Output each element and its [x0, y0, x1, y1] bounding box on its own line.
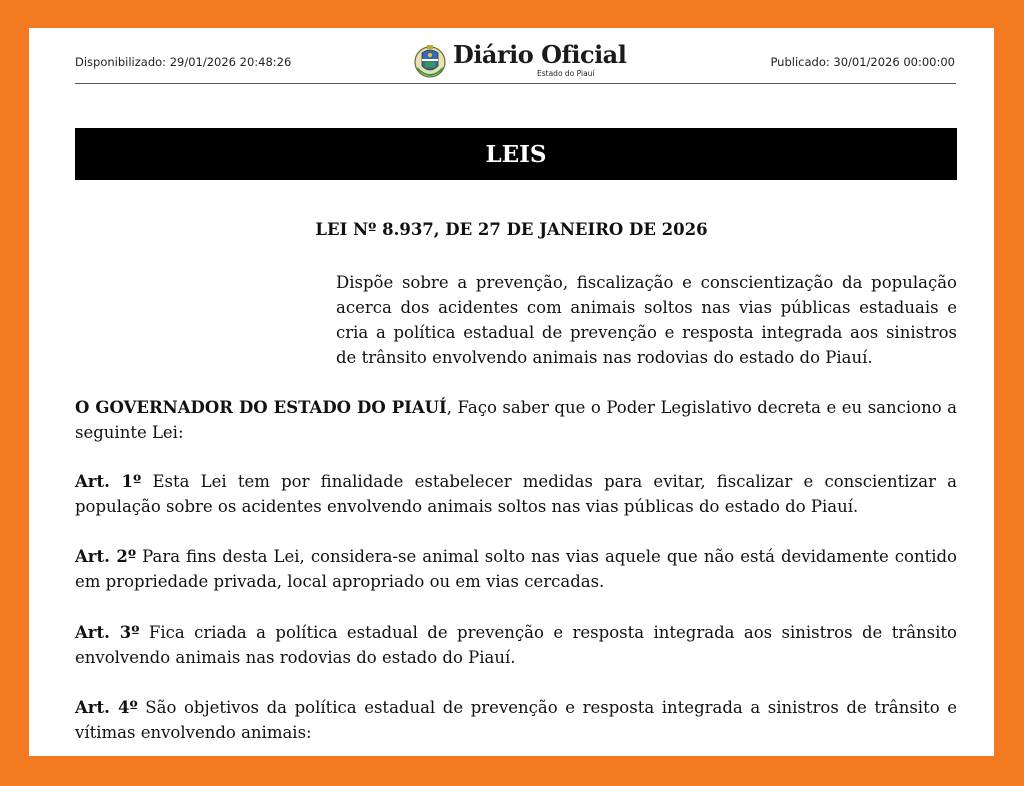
article-1	[75, 469, 957, 519]
availability-date: Disponibilizado: 29/01/2026 20:48:26	[75, 55, 292, 69]
article-2	[75, 544, 957, 594]
article-text: Esta Lei tem por finalidade estabelecer medidas para evitar, fiscalizar e conscientizar a população sobre os acidentes envolvendo animais soltos nas vias públicas do estado do Piauí.	[75, 472, 957, 516]
article-label: Art. 4º	[75, 698, 138, 717]
governor-heading: O GOVERNADOR DO ESTADO DO PIAUÍ	[75, 398, 447, 417]
article-text: Para fins desta Lei, considera-se animal solto nas vias aquele que não está devidamente contido em propriedade privada, local apropriado ou em vias cercadas.	[75, 547, 957, 591]
article-label: Art. 1º	[75, 472, 142, 491]
article-label: Art. 2º	[75, 547, 137, 566]
law-ementa: Dispõe sobre a prevenção, fiscalização e conscientização da população acerca dos acidentes com animais soltos nas vias públicas estaduais e cria a política estadual de prevenção e resposta integrada aos sinistros de trânsito envolvendo animais nas rodovias do estado do Piauí.	[336, 273, 957, 367]
law-title: LEI Nº 8.937, DE 27 DE JANEIRO DE 2026	[315, 220, 708, 239]
publication-date: Publicado: 30/01/2026 00:00:00	[770, 55, 955, 69]
header-divider	[75, 83, 956, 84]
enactment-clause	[75, 395, 957, 445]
article-text: Fica criada a política estadual de prevenção e resposta integrada aos sinistros de trânsito envolvendo animais nas rodovias do estado do Piauí.	[75, 623, 957, 667]
document-header	[75, 40, 955, 80]
article-label: Art. 3º	[75, 623, 140, 642]
piaui-coat-of-arms-icon	[413, 42, 447, 82]
brand-subtitle: Estado do Piauí	[537, 69, 595, 78]
section-label: LEIS	[485, 140, 547, 168]
article-4	[75, 695, 957, 745]
section-banner	[75, 128, 957, 180]
brand-title: Diário Oficial	[453, 40, 627, 69]
diario-oficial-logo	[413, 40, 633, 80]
document-page	[29, 28, 994, 756]
enactment-text: , Faço saber que o Poder Legislativo decreta e eu sanciono a seguinte Lei:	[75, 398, 957, 442]
article-text: São objetivos da política estadual de prevenção e resposta integrada a sinistros de trânsito e vítimas envolvendo animais:	[75, 698, 957, 742]
article-3	[75, 620, 957, 670]
